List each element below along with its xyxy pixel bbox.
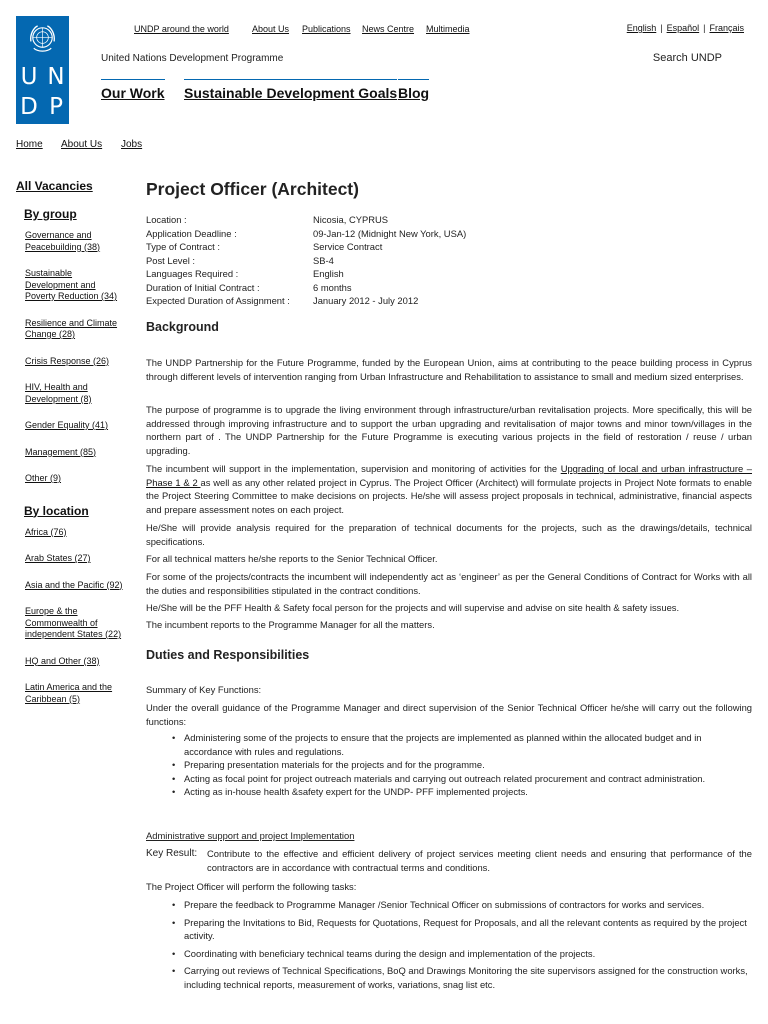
list-item: • Preparing the Invitations to Bid, Requests for Quotations, Request for Proposals, and all the relevant contents as required by the project activity. (184, 916, 752, 943)
list-item (25, 318, 126, 341)
fact-value: English (313, 268, 344, 279)
background-paragraph: He/She will provide analysis required for the preparation of technical documents for the projects, such as the drawings/details, technical specifications. (146, 522, 752, 547)
sidebar-location-link[interactable]: Africa (76) (25, 526, 67, 537)
background-paragraph: The incumbent reports to the Programme Manager for all the matters. (146, 619, 435, 630)
lang-separator: | (660, 23, 663, 33)
fact-value: 09-Jan-12 (Midnight New York, USA) (313, 227, 467, 239)
search-link[interactable]: Search UNDP (652, 52, 722, 64)
location-list (16, 527, 126, 706)
sidebar-location-link[interactable]: Asia and the Pacific (92) (25, 579, 123, 590)
fact-label: Languages Required : (146, 268, 239, 279)
fact-label: Application Deadline : (146, 227, 237, 239)
summary-label: Summary of Key Functions: (146, 684, 262, 695)
list-item (25, 656, 126, 668)
background-paragraph: The purpose of programme is to upgrade the living environment through infrastructure/urban revitalisation projects. More specifically, this will be addressed through improving infrastructure and to support the urban upgrading and revitalisation of major towns and minor town/villages in the northern part of . The UNDP Partnership for the Future Programme is executing various projects in the field of restoration / reuse / urban upgrading. (146, 404, 752, 456)
fact-value: January 2012 - July 2012 (313, 295, 419, 306)
mainnav-sdg[interactable]: Sustainable Development Goals (184, 79, 397, 101)
logo-letter: D (20, 94, 38, 120)
admin-support-heading: Administrative support and project Implementation (146, 830, 355, 841)
logo-letter: N (47, 64, 65, 90)
bg3-text: The incumbent will support in the implementation, supervision and monitoring of activities for the (146, 463, 561, 474)
fact-row (146, 294, 752, 308)
mainnav-blog[interactable]: Blog (398, 79, 429, 101)
list-item: • Acting as in-house health &safety expert for the UNDP- PFF implemented projects. (184, 785, 752, 799)
sidebar (16, 179, 126, 705)
list-item: • Prepare the feedback to Programme Manager /Senior Technical Officer on submissions of contractors for works and services. (184, 898, 752, 912)
list-item: • Carrying out reviews of Technical Specifications, BoQ and Drawings Monitoring the site supervisors assigned for the construction works, including technical reports, measurement of works, variations, snag list etc. (184, 964, 752, 991)
fact-label: Expected Duration of Assignment : (146, 295, 290, 306)
job-content (146, 178, 753, 990)
sidebar-group-link[interactable]: Sustainable Development and Poverty Reduction (34) (25, 268, 118, 301)
topnav-undp-world[interactable]: UNDP around the world (134, 24, 229, 34)
fact-row (146, 240, 752, 254)
list-item (25, 382, 126, 405)
fact-row (146, 254, 752, 268)
fact-value: Nicosia, CYPRUS (313, 214, 389, 225)
fact-row (146, 267, 752, 281)
breadcrumb-about-us[interactable]: About Us (61, 139, 103, 150)
background-paragraph: The UNDP Partnership for the Future Programme, funded by the European Union, aims at contributing to the peace building process in Cyprus through different levels of intervention ranging from Urban Infrastructure and Rehabilitation to assistance to small and medium sized enterprises. (146, 357, 752, 382)
undp-logo[interactable] (16, 16, 69, 124)
background-paragraph: For some of the projects/contracts the incumbent will independently act as ‘engineer’ as per the General Conditions of Contract for Works with all the duties and responsibilities stipulated in the contract conditions. (146, 571, 752, 596)
breadcrumb-home[interactable]: Home (16, 139, 43, 150)
background-heading: Background (146, 320, 219, 334)
fact-label: Duration of Initial Contract : (146, 281, 260, 293)
duties-heading: Duties and Responsibilities (146, 648, 310, 662)
key-result-label: Key Result: (146, 848, 198, 859)
org-name: United Nations Development Programme (101, 53, 284, 64)
lang-francais[interactable]: Français (709, 23, 744, 33)
list-item (25, 473, 126, 485)
sidebar-group-link[interactable]: HIV, Health and Development (8) (25, 382, 92, 404)
key-result-text: Contribute to the effective and efficient delivery of project services meeting client needs and ensuring that performance of the contractors are in accordance with contractual terms and conditions. (207, 848, 752, 873)
list-item: • Acting as focal point for project outreach materials and carrying out outreach related procurement and contract administration. (184, 772, 752, 786)
fact-label: Location : (146, 214, 187, 225)
list-item (25, 553, 126, 565)
list-item (25, 682, 126, 705)
un-emblem-icon (26, 22, 59, 55)
sidebar-group-link[interactable]: Management (85) (25, 446, 97, 457)
list-item: • Preparing presentation materials for the projects and for the programme. (184, 758, 752, 772)
lang-separator: | (703, 23, 706, 33)
breadcrumb-jobs[interactable]: Jobs (121, 139, 143, 150)
topnav-multimedia[interactable]: Multimedia (426, 24, 470, 34)
group-list (16, 230, 126, 485)
list-item (25, 580, 126, 592)
fact-label: Post Level : (146, 254, 195, 266)
sidebar-group-link[interactable]: Other (9) (25, 473, 62, 483)
list-item (25, 527, 126, 539)
background-paragraph (146, 462, 752, 516)
fact-row (146, 227, 752, 241)
job-facts (146, 213, 752, 308)
upgrading-infrastructure-link[interactable]: Upgrading of local and urban infrastructure – Phase 1 & 2 (146, 463, 752, 488)
summary-intro: Under the overall guidance of the Programme Manager and direct supervision of the Senior Technical Officer he/she will carry out the following functions: (146, 702, 752, 727)
language-switcher (627, 23, 744, 33)
list-item (25, 447, 126, 459)
sidebar-location-link[interactable]: Arab States (27) (25, 553, 91, 563)
page-title: Project Officer (Architect) (146, 179, 359, 199)
sidebar-location-link[interactable]: Latin America and the Caribbean (5) (25, 682, 113, 704)
sidebar-group-link[interactable]: Crisis Response (26) (25, 355, 110, 366)
tasks-intro: The Project Officer will perform the following tasks: (146, 881, 357, 892)
tasks-list (184, 898, 752, 991)
fact-label: Type of Contract : (146, 241, 220, 252)
key-functions-list (184, 731, 752, 799)
list-item: • Administering some of the projects to ensure that the projects are implemented as planned within the allocated budget and in accordance with rules and regulations. (184, 731, 752, 758)
sidebar-location-link[interactable]: Europe & the Commonwealth of independent States (22) (25, 606, 122, 639)
sidebar-group-link[interactable]: Governance and Peacebuilding (38) (25, 230, 101, 252)
fact-value: 6 months (313, 281, 352, 293)
background-paragraph: He/She will be the PFF Health & Safety focal person for the projects and will supervise and advise on site health & safety issues. (146, 602, 680, 613)
sidebar-all-vacancies[interactable]: All Vacancies (16, 179, 93, 193)
logo-letter: U (20, 64, 38, 90)
list-item (25, 356, 126, 368)
topnav-news-centre[interactable]: News Centre (362, 24, 415, 34)
sidebar-location-link[interactable]: HQ and Other (38) (25, 655, 100, 666)
fact-value: SB-4 (313, 254, 334, 266)
list-item (25, 268, 126, 303)
sidebar-by-group[interactable]: By group (24, 207, 77, 221)
list-item (25, 230, 126, 253)
lang-espanol[interactable]: Español (666, 23, 700, 33)
topnav-about-us[interactable]: About Us (252, 24, 290, 34)
list-item (25, 420, 126, 432)
sidebar-by-location[interactable]: By location (24, 503, 89, 518)
list-item: • Coordinating with beneficiary technical teams during the design and implementation of the projects. (184, 947, 752, 961)
fact-value: Service Contract (313, 241, 383, 252)
bg3-text: as well as any other related project in Cyprus. The Project Officer (Architect) will formulate projects in Project Note formats to enable the Project Steering Committee to make decisions on projects. He/she will assess project proposals in technical, administrative, financial aspects and prepare assessment notes on each project. (146, 476, 753, 515)
list-item (25, 606, 126, 641)
lang-english[interactable]: English (626, 23, 657, 33)
sidebar-group-link[interactable]: Gender Equality (41) (25, 420, 109, 430)
fact-row (146, 281, 752, 295)
mainnav-our-work[interactable]: Our Work (101, 79, 165, 101)
topnav-publications[interactable]: Publications (302, 24, 351, 34)
fact-row (146, 213, 752, 227)
background-paragraph: For all technical matters he/she reports to the Senior Technical Officer. (146, 553, 438, 564)
sidebar-group-link[interactable]: Resilience and Climate Change (28) (25, 317, 118, 339)
logo-letter: P (49, 94, 63, 120)
